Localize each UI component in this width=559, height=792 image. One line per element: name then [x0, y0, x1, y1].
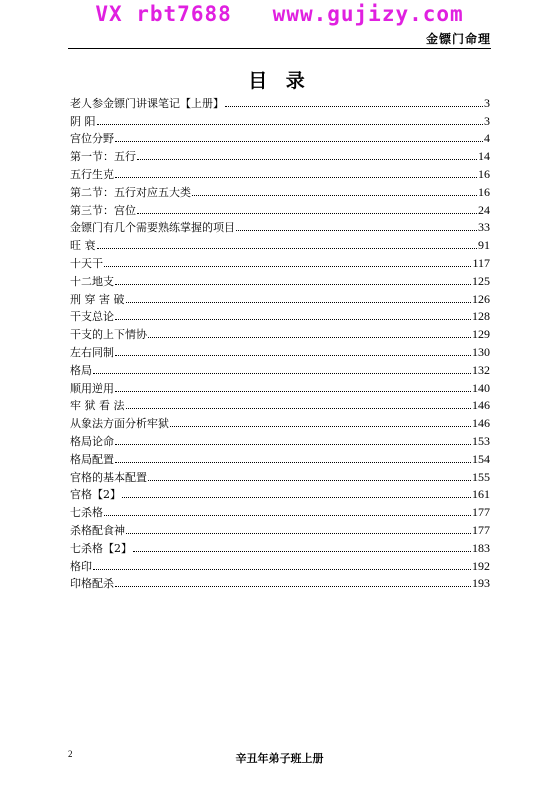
toc-leader-dots — [115, 462, 471, 463]
toc-entry[interactable] — [70, 307, 490, 325]
toc-list — [70, 93, 490, 591]
toc-leader-dots — [93, 373, 471, 374]
toc-entry-page: 129 — [472, 327, 490, 342]
toc-entry[interactable] — [70, 235, 490, 253]
toc-leader-dots — [97, 124, 484, 125]
toc-entry[interactable] — [70, 342, 490, 360]
toc-entry-label: 十二地支 — [70, 274, 114, 288]
toc-entry[interactable] — [70, 556, 490, 574]
toc-leader-dots — [236, 230, 477, 231]
toc-entry[interactable] — [70, 200, 490, 218]
toc-leader-dots — [115, 141, 483, 142]
toc-leader-dots — [137, 159, 477, 160]
toc-entry-label: 官格【2】 — [70, 488, 121, 502]
toc-entry-page: 3 — [484, 113, 490, 128]
toc-entry[interactable] — [70, 574, 490, 592]
toc-leader-dots — [137, 213, 477, 214]
toc-entry-page: 153 — [472, 433, 490, 448]
toc-entry-page: 3 — [484, 95, 490, 110]
toc-leader-dots — [126, 302, 472, 303]
toc-entry-label: 格局论命 — [70, 434, 114, 448]
header-rule — [68, 48, 491, 49]
toc-entry-page: 161 — [472, 487, 490, 502]
toc-entry[interactable] — [70, 502, 490, 520]
toc-leader-dots — [115, 444, 471, 445]
toc-leader-dots — [122, 497, 471, 498]
toc-entry-label: 印格配杀 — [70, 577, 114, 591]
toc-entry-page: 24 — [478, 202, 490, 217]
toc-entry-label: 格局配置 — [70, 452, 114, 466]
toc-entry-page: 183 — [472, 540, 490, 555]
toc-entry-page: 33 — [478, 220, 490, 235]
toc-entry-page: 14 — [478, 149, 490, 164]
toc-leader-dots — [170, 426, 471, 427]
toc-entry-page: 154 — [472, 451, 490, 466]
toc-leader-dots — [133, 551, 471, 552]
header-title: 金镖门命理 — [425, 32, 491, 46]
toc-entry-page: 192 — [472, 558, 490, 573]
toc-entry[interactable] — [70, 538, 490, 556]
toc-entry-page: 193 — [472, 576, 490, 591]
toc-entry-label: 刑 穿 害 破 — [70, 292, 125, 306]
toc-entry-page: 16 — [478, 184, 490, 199]
toc-leader-dots — [115, 391, 471, 392]
footer-page-number: 2 — [68, 749, 73, 759]
toc-entry[interactable] — [70, 182, 490, 200]
toc-leader-dots — [97, 248, 478, 249]
toc-entry-page: 117 — [472, 255, 490, 270]
toc-entry-label: 顺用逆用 — [70, 381, 114, 395]
toc-entry[interactable] — [70, 93, 490, 111]
toc-entry-page: 132 — [472, 362, 490, 377]
toc-leader-dots — [148, 480, 471, 481]
toc-entry-page: 130 — [472, 344, 490, 359]
toc-entry-label: 杀格配食神 — [70, 523, 125, 537]
toc-entry[interactable] — [70, 467, 490, 485]
toc-entry[interactable] — [70, 485, 490, 503]
toc-entry-page: 177 — [472, 522, 490, 537]
toc-entry[interactable] — [70, 253, 490, 271]
toc-entry[interactable] — [70, 289, 490, 307]
toc-entry[interactable] — [70, 111, 490, 129]
toc-entry-label: 第三节：宫位 — [70, 203, 136, 217]
toc-entry[interactable] — [70, 378, 490, 396]
toc-entry[interactable] — [70, 360, 490, 378]
toc-entry[interactable] — [70, 520, 490, 538]
toc-entry[interactable] — [70, 413, 490, 431]
toc-entry-page: 126 — [472, 291, 490, 306]
toc-leader-dots — [115, 284, 471, 285]
toc-entry-label: 第二节：五行对应五大类 — [70, 185, 191, 199]
toc-entry-label: 金镖门有几个需要熟练掌握的项目 — [70, 221, 235, 235]
toc-entry[interactable] — [70, 449, 490, 467]
toc-leader-dots — [93, 569, 471, 570]
toc-entry[interactable] — [70, 431, 490, 449]
toc-entry[interactable] — [70, 146, 490, 164]
toc-entry-page: 140 — [472, 380, 490, 395]
toc-entry-page: 125 — [472, 273, 490, 288]
toc-entry-page: 155 — [472, 469, 490, 484]
toc-entry-label: 七杀格 — [70, 506, 103, 520]
toc-entry-label: 十天干 — [70, 256, 103, 270]
toc-leader-dots — [115, 319, 471, 320]
toc-entry-label: 老人参金镖门讲课笔记【上册】 — [70, 96, 224, 110]
toc-entry-label: 官格的基本配置 — [70, 470, 147, 484]
toc-entry-page: 146 — [472, 416, 490, 431]
toc-leader-dots — [148, 337, 471, 338]
toc-entry-label: 五行生克 — [70, 167, 114, 181]
toc-leader-dots — [115, 355, 471, 356]
toc-entry-label: 干支总论 — [70, 310, 114, 324]
toc-entry[interactable] — [70, 129, 490, 147]
toc-entry-page: 177 — [472, 505, 490, 520]
toc-leader-dots — [192, 195, 477, 196]
toc-entry[interactable] — [70, 218, 490, 236]
toc-entry-label: 第一节：五行 — [70, 150, 136, 164]
toc-entry-label: 阴 阳 — [70, 114, 96, 128]
toc-entry-page: 91 — [478, 238, 490, 253]
toc-entry-page: 16 — [478, 166, 490, 181]
toc-leader-dots — [104, 515, 471, 516]
toc-entry-page: 146 — [472, 398, 490, 413]
toc-leader-dots — [115, 586, 471, 587]
toc-entry[interactable] — [70, 164, 490, 182]
toc-entry-label: 牢 狱 看 法 — [70, 399, 125, 413]
toc-entry-page: 128 — [472, 309, 490, 324]
toc-entry-label: 七杀格【2】 — [70, 541, 132, 555]
toc-entry-page: 4 — [484, 131, 490, 146]
toc-entry-label: 从象法方面分析牢狱 — [70, 417, 169, 431]
toc-entry[interactable] — [70, 324, 490, 342]
toc-leader-dots — [126, 533, 471, 534]
toc-entry-label: 旺 衰 — [70, 239, 96, 253]
toc-leader-dots — [104, 266, 471, 267]
toc-leader-dots — [126, 408, 472, 409]
toc-entry-label: 格局 — [70, 363, 92, 377]
watermark-banner: VX rbt7688 www.gujizy.com — [95, 2, 464, 26]
toc-title: 目 录 — [248, 70, 311, 92]
toc-entry-label: 格印 — [70, 559, 92, 573]
toc-entry-label: 左右同制 — [70, 345, 114, 359]
toc-entry-label: 宫位分野 — [70, 132, 114, 146]
toc-entry-label: 干支的上下情协 — [70, 328, 147, 342]
toc-entry[interactable] — [70, 396, 490, 414]
toc-leader-dots — [115, 177, 477, 178]
toc-entry[interactable] — [70, 271, 490, 289]
footer-title: 辛丑年弟子班上册 — [235, 752, 324, 765]
toc-leader-dots — [225, 106, 483, 107]
